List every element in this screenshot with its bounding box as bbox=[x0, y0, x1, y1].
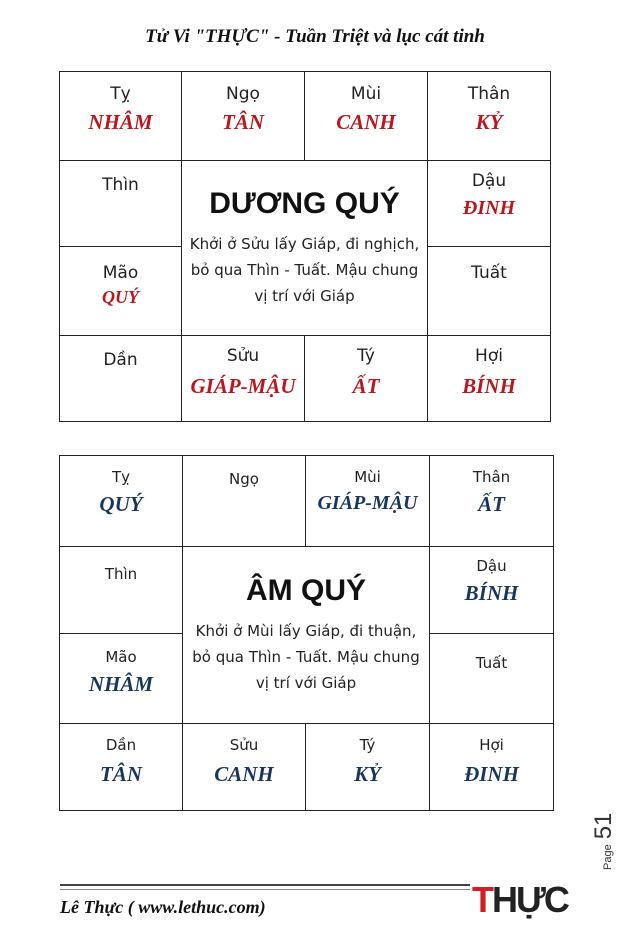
page-word: Page bbox=[602, 844, 614, 870]
branch-label: Tý bbox=[357, 346, 375, 366]
page-number-value: 51 bbox=[590, 812, 617, 840]
desc-line: vị trí với Giáp bbox=[254, 287, 355, 305]
cell-thin bbox=[60, 161, 182, 247]
branch-label: Tuất bbox=[471, 263, 507, 283]
desc-line: bỏ qua Thìn - Tuất. Mậu chung bbox=[190, 261, 419, 279]
branch-label: Tỵ bbox=[111, 468, 131, 486]
cell-ty bbox=[60, 72, 182, 161]
branch-label: Thìn bbox=[102, 175, 139, 195]
branch-label: Mùi bbox=[350, 84, 382, 104]
cell-mao bbox=[60, 634, 183, 724]
stem-value: BÍNH bbox=[462, 374, 516, 398]
cell-than bbox=[428, 72, 551, 161]
footer-divider bbox=[60, 884, 470, 886]
branch-label: Tỵ bbox=[110, 84, 131, 104]
cell-dau bbox=[428, 161, 551, 247]
desc-line: Khởi ở Sửu lấy Giáp, đi nghịch, bbox=[189, 235, 420, 253]
cell-suu bbox=[183, 724, 306, 811]
stem-value: BÍNH bbox=[464, 581, 519, 605]
stem-value: ĐINH bbox=[464, 762, 519, 786]
stem-value: ẤT bbox=[352, 374, 380, 398]
stem-value: ĐINH bbox=[462, 197, 516, 219]
stem-value: QUÝ bbox=[99, 492, 143, 516]
stem-value: GIÁP-MẬU bbox=[317, 492, 418, 514]
cell-ty2 bbox=[305, 336, 428, 422]
cell-hoi bbox=[430, 724, 554, 811]
page-header: Tử Vi "THỰC" - Tuần Triệt và lục cát tinh bbox=[145, 26, 485, 47]
branch-label: Thân bbox=[467, 84, 511, 104]
stem-value: CANH bbox=[336, 110, 396, 134]
branch-label: Mùi bbox=[354, 468, 381, 486]
center-title: ÂM QUÝ bbox=[246, 574, 366, 607]
branch-label: Thìn bbox=[104, 565, 138, 583]
branch-label: Thân bbox=[472, 468, 511, 486]
cell-dan bbox=[60, 724, 183, 811]
branch-label: Sửu bbox=[226, 346, 260, 366]
stem-value: KỶ bbox=[475, 110, 503, 134]
stem-value: KỶ bbox=[354, 762, 381, 786]
branch-label: Dần bbox=[105, 736, 137, 754]
cell-mui bbox=[306, 456, 430, 547]
cell-hoi bbox=[428, 336, 551, 422]
desc-line: vị trí với Giáp bbox=[255, 674, 357, 692]
cell-suu bbox=[182, 336, 305, 422]
stem-value: QUÝ bbox=[102, 287, 139, 307]
cell-ngo bbox=[182, 72, 305, 161]
stem-value: ẤT bbox=[478, 492, 505, 516]
desc-line: bỏ qua Thìn - Tuất. Mậu chung bbox=[192, 648, 420, 666]
branch-label: Ngọ bbox=[229, 470, 259, 488]
stem-value: TÂN bbox=[100, 762, 142, 786]
cell-mao bbox=[60, 247, 182, 336]
cell-tuat bbox=[430, 634, 554, 724]
page-number bbox=[580, 800, 620, 880]
branch-label: Hợi bbox=[475, 346, 503, 366]
cell-tuat bbox=[428, 247, 551, 336]
cell-mui bbox=[305, 72, 428, 161]
stem-value: NHÂM bbox=[88, 110, 153, 134]
logo-letters: HỰC bbox=[492, 879, 568, 920]
branch-label: Dậu bbox=[476, 557, 507, 575]
cell-thin bbox=[60, 547, 183, 634]
branch-label: Dần bbox=[103, 350, 138, 370]
stem-value: CANH bbox=[214, 762, 274, 786]
cell-dan bbox=[60, 336, 182, 422]
stem-value: TÂN bbox=[222, 110, 264, 134]
cell-ngo bbox=[183, 456, 306, 547]
center-box bbox=[183, 547, 430, 724]
desc-line: Khởi ở Mùi lấy Giáp, đi thuận, bbox=[195, 622, 417, 640]
logo-letter-t: T bbox=[472, 879, 492, 920]
footer-divider-thin bbox=[60, 889, 470, 890]
center-description bbox=[183, 618, 429, 696]
chart-duong-quy bbox=[59, 71, 551, 422]
chart-am-quy bbox=[59, 455, 554, 811]
cell-ty2 bbox=[306, 724, 430, 811]
center-description bbox=[182, 231, 427, 309]
branch-label: Hợi bbox=[479, 736, 504, 754]
branch-label: Tuất bbox=[475, 654, 508, 672]
cell-dau bbox=[430, 547, 554, 634]
stem-value: GIÁP-MẬU bbox=[190, 374, 296, 398]
cell-ty bbox=[60, 456, 183, 547]
center-title: DƯƠNG QUÝ bbox=[209, 187, 400, 220]
center-box bbox=[182, 161, 428, 336]
branch-label: Dậu bbox=[471, 171, 507, 191]
branch-label: Ngọ bbox=[226, 84, 260, 104]
branch-label: Sửu bbox=[229, 736, 259, 754]
footer-author: Lê Thực ( www.lethuc.com) bbox=[60, 897, 266, 917]
stem-value: NHÂM bbox=[88, 672, 154, 696]
cell-than bbox=[430, 456, 554, 547]
branch-label: Mão bbox=[105, 648, 137, 666]
branch-label: Tý bbox=[359, 736, 376, 754]
thuc-logo bbox=[472, 880, 594, 920]
branch-label: Mão bbox=[102, 263, 139, 283]
